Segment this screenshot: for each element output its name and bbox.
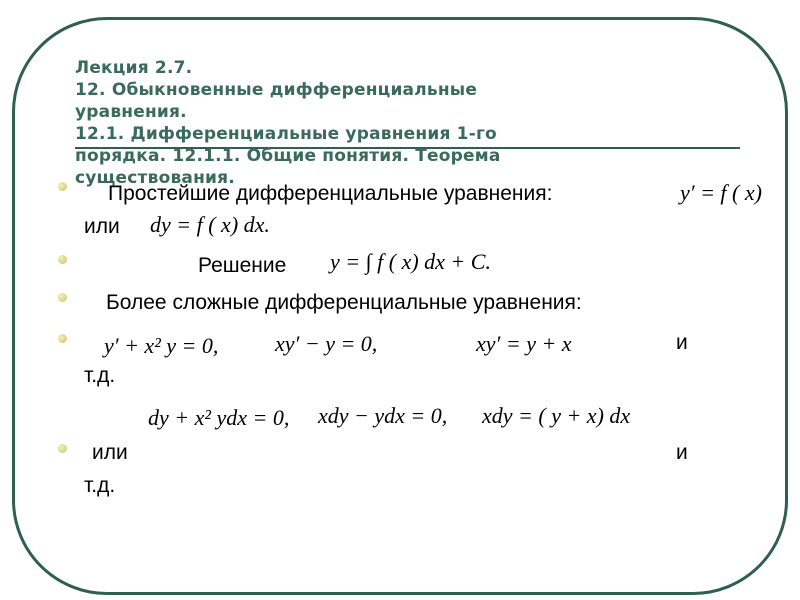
- equation-2: xy′ − y = 0,: [275, 331, 378, 356]
- equation-4: dy + x² ydx = 0,: [148, 405, 290, 430]
- bullet-icon: [58, 255, 67, 264]
- bullet-icon: [58, 293, 67, 302]
- equation-6: xdy = ( y + x) dx: [482, 403, 631, 428]
- title-line-2: 12. Обыкновенные дифференциальные: [75, 80, 478, 100]
- equation-5: xdy − ydx = 0,: [318, 403, 448, 428]
- title-line-4: 12.1. Дифференциальные уравнения 1-го: [75, 124, 497, 144]
- or-label-2: или: [92, 441, 128, 464]
- complex-label: Более сложные дифференциальные уравнения:: [106, 291, 582, 314]
- and-label-2: и: [676, 441, 688, 464]
- equation-1: y′ + x² y = 0,: [104, 333, 219, 358]
- title-line-6: существования.: [75, 168, 235, 188]
- solution-label: Решение: [198, 254, 287, 277]
- differential-form-equation: dy = f ( x) dx.: [150, 212, 270, 237]
- slide-title: [75, 57, 675, 189]
- simplest-equation: y′ = f ( x): [680, 180, 762, 205]
- title-line-5: порядка. 12.1.1. Общие понятия. Теорема: [75, 146, 501, 166]
- and-label-1: и: [676, 331, 688, 354]
- bullet-icon: [58, 444, 67, 453]
- equation-3: xy′ = y + x: [476, 331, 572, 356]
- bullet-icon: [58, 334, 67, 343]
- simplest-label: Простейшие дифференциальные уравнения:: [108, 182, 553, 205]
- solution-equation: y = ∫ f ( x) dx + C.: [330, 249, 491, 274]
- title-line-1: Лекция 2.7.: [75, 58, 193, 78]
- title-line-3: уравнения.: [75, 102, 187, 122]
- or-label-1: или: [84, 215, 120, 238]
- bullet-icon: [58, 182, 67, 191]
- etc-label-2: т.д.: [84, 474, 116, 497]
- etc-label-1: т.д.: [84, 364, 116, 387]
